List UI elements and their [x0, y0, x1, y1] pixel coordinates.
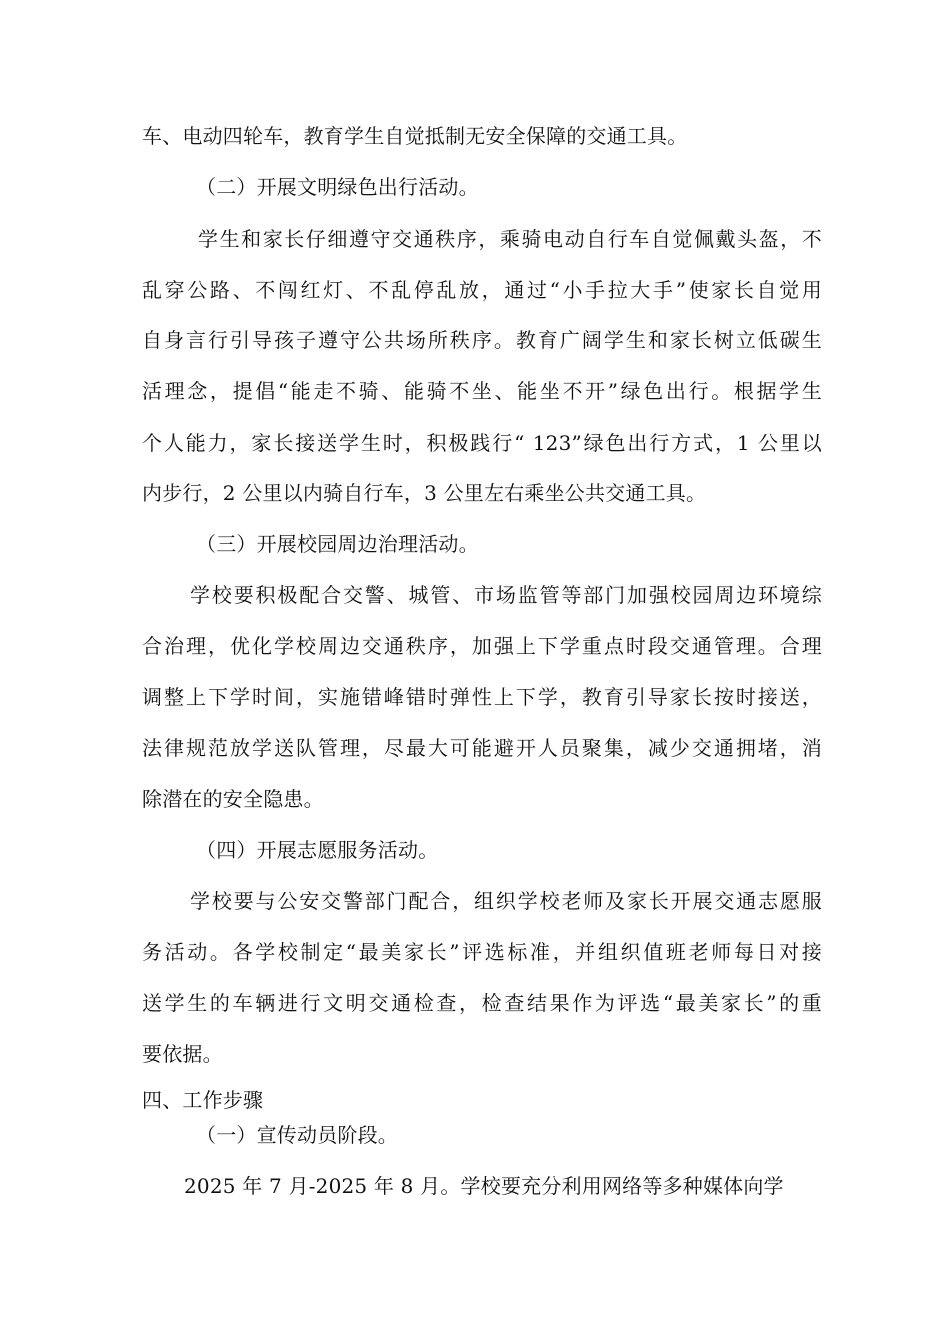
- paragraph-line: 内步行，2 公里以内骑自行车，3 公里左右乘坐公共交通工具。: [142, 481, 707, 505]
- paragraph-line: 学校要积极配合交警、城管、市场监管等部门加强校园周边环境综: [190, 583, 822, 607]
- section-heading-3: （三）开展校园周边治理活动。: [196, 532, 479, 556]
- paragraph-line: 法律规范放学送队管理，尽最大可能避开人员聚集，减少交通拥堵，消: [142, 736, 822, 760]
- chapter-heading: 四、工作步骤: [142, 1088, 264, 1112]
- section-heading-2: （二）开展文明绿色出行活动。: [196, 175, 479, 199]
- paragraph-line: 个人能力，家长接送学生时，积极践行“ 123”绿色出行方式，1 公里以: [142, 431, 822, 455]
- paragraph-line: 活理念，提倡“能走不骑、能骑不坐、能坐不开”绿色出行。根据学生: [142, 379, 822, 403]
- paragraph-line: 自身言行引导孩子遵守公共场所秩序。教育广阔学生和家长树立低碳生: [142, 328, 822, 352]
- paragraph-line: 学校要与公安交警部门配合，组织学校老师及家长开展交通志愿服: [190, 889, 822, 913]
- paragraph-line: 要依据。: [142, 1042, 223, 1066]
- paragraph-line: 合治理，优化学校周边交通秩序，加强上下学重点时段交通管理。合理: [142, 634, 822, 658]
- paragraph-line: 2025 年 7 月-2025 年 8 月。学校要充分利用网络等多种媒体向学: [184, 1174, 784, 1198]
- section-heading-1: （一）宣传动员阶段。: [196, 1123, 398, 1147]
- paragraph-line: 乱穿公路、不闯红灯、不乱停乱放，通过“小手拉大手”使家长自觉用: [142, 278, 822, 302]
- section-heading-4: （四）开展志愿服务活动。: [196, 838, 439, 862]
- paragraph-line: 车、电动四轮车，教育学生自觉抵制无安全保障的交通工具。: [142, 124, 688, 148]
- paragraph-line: 学生和家长仔细遵守交通秩序，乘骑电动自行车自觉佩戴头盔，不: [198, 227, 822, 251]
- paragraph-line: 送学生的车辆进行文明交通检查，检查结果作为评选“最美家长”的重: [142, 991, 822, 1015]
- paragraph-line: 调整上下学时间，实施错峰错时弹性上下学，教育引导家长按时接送，: [142, 685, 822, 709]
- paragraph-line: 除潜在的安全隐患。: [142, 787, 324, 811]
- paragraph-line: 务活动。各学校制定“最美家长”评选标准，并组织值班老师每日对接: [142, 940, 822, 964]
